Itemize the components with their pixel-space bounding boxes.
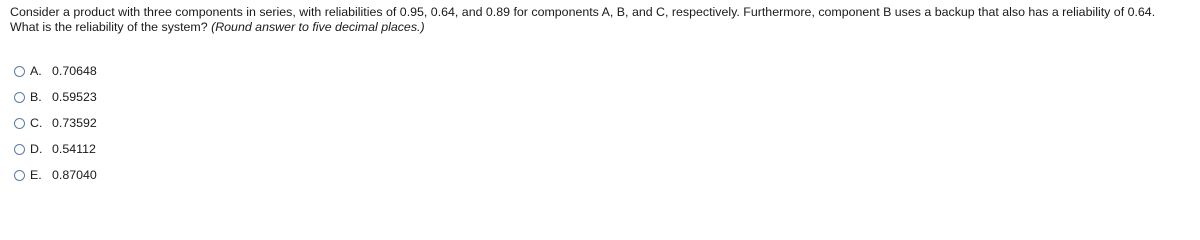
answer-options (14, 58, 314, 188)
question-line-2 (10, 20, 1195, 35)
rounding-hint: (Round answer to five decimal places.) (211, 20, 425, 34)
option-b[interactable] (14, 84, 314, 110)
radio-button-icon[interactable] (14, 118, 25, 129)
option-value: 0.59523 (52, 90, 97, 104)
option-e[interactable] (14, 162, 314, 188)
option-value: 0.87040 (52, 168, 97, 182)
option-letter: C. (30, 116, 43, 130)
option-value: 0.73592 (52, 116, 97, 130)
option-a[interactable] (14, 58, 314, 84)
radio-button-icon[interactable] (14, 66, 25, 77)
option-value: 0.54112 (52, 142, 96, 156)
radio-button-icon[interactable] (14, 170, 25, 181)
option-letter: B. (30, 90, 42, 104)
option-value: 0.70648 (52, 64, 97, 78)
question-prompt: What is the reliability of the system? (10, 20, 208, 34)
radio-button-icon[interactable] (14, 92, 25, 103)
option-c[interactable] (14, 110, 314, 136)
option-d[interactable] (14, 136, 314, 162)
question-line-1: Consider a product with three components in series, with reliabilities of 0.95, 0.64, and 0.89 for components A, B, and C, respectively. Furthermore, component B uses a backup that also has a reliability of 0.64. (10, 5, 1156, 19)
radio-button-icon[interactable] (14, 144, 25, 155)
option-letter: A. (30, 64, 42, 78)
question-text (10, 5, 1195, 35)
option-letter: D. (30, 142, 43, 156)
option-letter: E. (30, 168, 42, 182)
